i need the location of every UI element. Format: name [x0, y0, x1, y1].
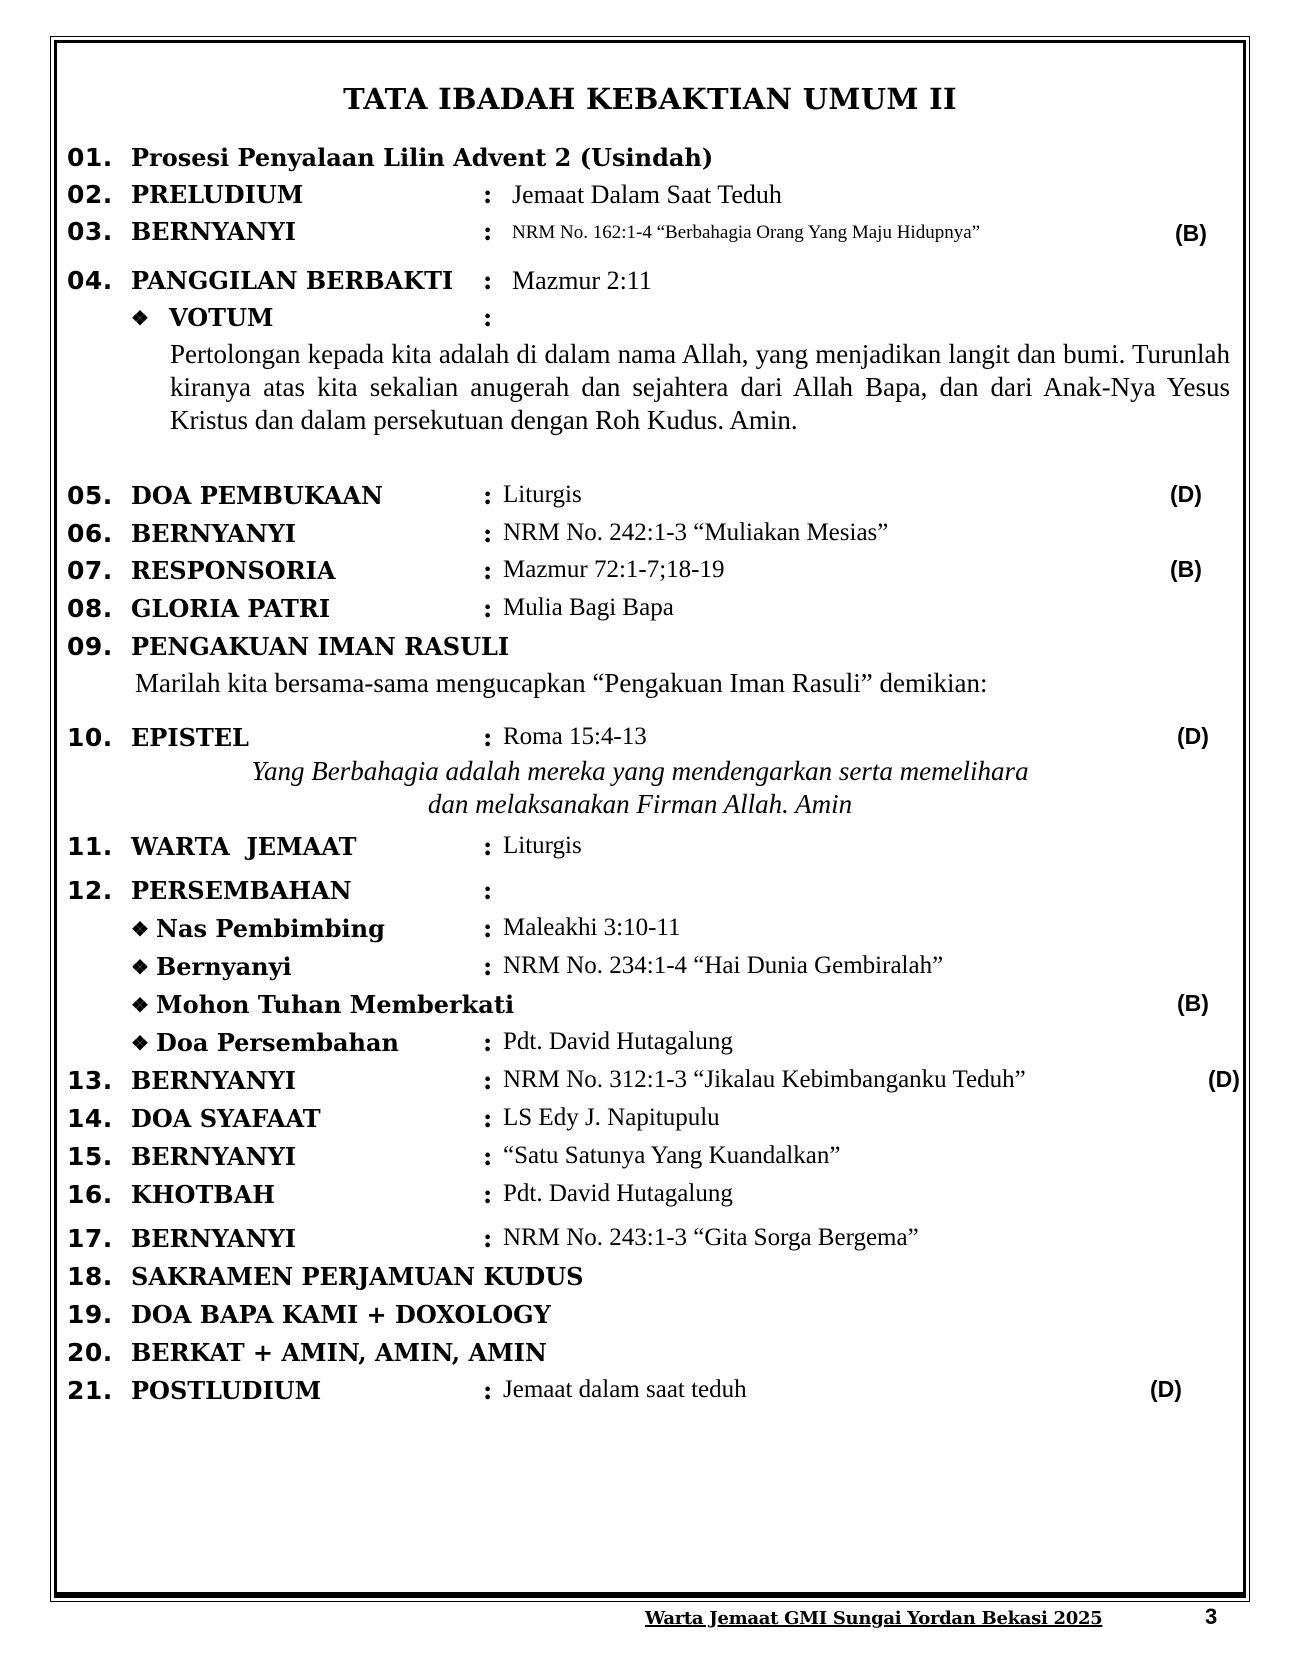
item-label: DOA BAPA KAMI + DOXOLOGY [131, 1300, 551, 1329]
offering-subitem [0, 990, 1300, 1026]
item-number: 02. [67, 180, 113, 209]
role-mark: (B) [1175, 220, 1207, 246]
item-value: “Satu Satunya Yang Kuandalkan” [503, 1142, 841, 1169]
item-number: 07. [67, 556, 113, 585]
item-colon: : [483, 180, 493, 209]
item-colon: : [483, 594, 493, 623]
diamond-bullet-icon: ❖ [131, 306, 149, 330]
liturgy-item-21 [0, 1376, 1300, 1412]
role-mark: (D) [1150, 1376, 1182, 1402]
subitem-value: Pdt. David Hutagalung [503, 1028, 733, 1055]
subitem-value: Maleakhi 3:10-11 [503, 914, 681, 941]
item-number: 20. [67, 1338, 113, 1367]
item-colon: : [483, 1376, 493, 1405]
item-value: NRM No. 242:1-3 “Muliakan Mesias” [503, 519, 889, 546]
item-colon: : [483, 1224, 493, 1253]
item-number: 17. [67, 1224, 113, 1253]
item-label: DOA PEMBUKAAN [131, 481, 383, 510]
item-value: Liturgis [503, 481, 582, 508]
item-label: KHOTBAH [131, 1180, 275, 1209]
item-number: 12. [67, 876, 113, 905]
item-number: 18. [67, 1262, 113, 1291]
item-colon: : [483, 832, 493, 861]
item-number: 14. [67, 1104, 113, 1133]
liturgy-item-02 [0, 180, 1300, 216]
liturgy-item-10 [0, 723, 1300, 759]
subitem-colon: : [483, 1028, 493, 1057]
item-label: DOA SYAFAAT [131, 1104, 321, 1133]
item-number: 09. [67, 632, 113, 661]
item-number: 10. [67, 723, 113, 752]
item-colon: : [483, 1180, 493, 1209]
item-colon: : [483, 481, 493, 510]
item-label: BERKAT + AMIN, AMIN, AMIN [131, 1338, 547, 1367]
item-value: Liturgis [503, 832, 582, 859]
liturgy-item-15 [0, 1142, 1300, 1178]
votum-label: VOTUM [169, 303, 274, 332]
item-label: BERNYANYI [131, 1142, 296, 1171]
liturgy-item-18 [0, 1262, 1300, 1298]
item-number: 16. [67, 1180, 113, 1209]
offering-subitem [0, 914, 1300, 950]
item-label: PERSEMBAHAN [131, 876, 352, 905]
item-label: Prosesi Penyalaan Lilin Advent 2 (Usindah) [131, 143, 714, 172]
role-mark: (D) [1170, 481, 1202, 507]
liturgy-item-07 [0, 556, 1300, 592]
liturgy-item-05 [0, 481, 1300, 517]
item-label: RESPONSORIA [131, 556, 336, 585]
role-mark: (D) [1208, 1066, 1240, 1092]
votum-heading [0, 303, 1300, 339]
item-colon: : [483, 519, 493, 548]
subitem-label: Mohon Tuhan Memberkati [156, 990, 515, 1019]
item-number: 13. [67, 1066, 113, 1095]
item-number: 05. [67, 481, 113, 510]
liturgy-item-09 [0, 632, 1300, 668]
role-mark: (B) [1170, 556, 1202, 582]
item-number: 11. [67, 832, 113, 861]
subitem-value: NRM No. 234:1-4 “Hai Dunia Gembiralah” [503, 952, 944, 979]
item-colon: : [483, 1066, 493, 1095]
item-label: POSTLUDIUM [131, 1376, 322, 1405]
item-label: GLORIA PATRI [131, 594, 331, 623]
item-colon: : [483, 1142, 493, 1171]
item-colon: : [483, 1104, 493, 1133]
subitem-label: Nas Pembimbing [156, 914, 385, 943]
item-value: NRM No. 162:1-4 “Berbahagia Orang Yang Maju Hidupnya” [512, 222, 981, 243]
liturgy-item-12 [0, 876, 1300, 912]
item-value: LS Edy J. Napitupulu [503, 1104, 720, 1131]
votum-colon: : [483, 303, 493, 332]
epistel-response-line1: Yang Berbahagia adalah mereka yang mendengarkan serta memelihara [251, 756, 1029, 786]
item-number: 06. [67, 519, 113, 548]
item-label: BERNYANYI [131, 1066, 296, 1095]
item-value: Roma 15:4-13 [503, 723, 647, 750]
item-label: WARTA JEMAAT [131, 832, 357, 861]
item-value: Mazmur 2:11 [512, 266, 652, 295]
page-title: TATA IBADAH KEBAKTIAN UMUM II [343, 82, 957, 116]
subitem-label: Doa Persembahan [156, 1028, 399, 1057]
item-value: Mazmur 72:1-7;18-19 [503, 556, 725, 583]
subitem-colon: : [483, 914, 493, 943]
item-colon: : [483, 876, 493, 905]
item-colon: : [483, 217, 493, 246]
liturgy-item-17 [0, 1224, 1300, 1260]
liturgy-item-08 [0, 594, 1300, 630]
creed-intro: Marilah kita bersama-sama mengucapkan “Pengakuan Iman Rasuli” demikian: [135, 668, 988, 698]
item-colon: : [483, 266, 493, 295]
item-label: BERNYANYI [131, 217, 296, 246]
item-number: 04. [67, 266, 113, 295]
role-mark: (B) [1177, 990, 1209, 1016]
item-label: SAKRAMEN PERJAMUAN KUDUS [131, 1262, 584, 1291]
liturgy-item-06 [0, 519, 1300, 555]
diamond-bullet-icon: ❖ [131, 1031, 149, 1055]
item-label: PANGGILAN BERBAKTI [131, 266, 454, 295]
item-value: Jemaat dalam saat teduh [503, 1376, 747, 1403]
liturgy-item-20 [0, 1338, 1300, 1374]
liturgy-item-03 [0, 217, 1300, 253]
item-value: NRM No. 243:1-3 “Gita Sorga Bergema” [503, 1224, 919, 1251]
item-label: BERNYANYI [131, 519, 296, 548]
item-number: 03. [67, 217, 113, 246]
offering-subitem [0, 1028, 1300, 1064]
item-value: Mulia Bagi Bapa [503, 594, 674, 621]
liturgy-item-16 [0, 1180, 1300, 1216]
liturgy-item-13 [0, 1066, 1300, 1102]
item-label: EPISTEL [131, 723, 249, 752]
offering-subitem [0, 952, 1300, 988]
item-value: Pdt. David Hutagalung [503, 1180, 733, 1207]
liturgy-item-14 [0, 1104, 1300, 1140]
item-label: PENGAKUAN IMAN RASULI [131, 632, 510, 661]
role-mark: (D) [1177, 723, 1209, 749]
item-value: NRM No. 312:1-3 “Jikalau Kebimbanganku Teduh” [503, 1066, 1026, 1093]
item-colon: : [483, 556, 493, 585]
votum-text: Pertolongan kepada kita adalah di dalam nama Allah, yang menjadikan langit dan bumi. Turunlah kiranya atas kita sekalian anugerah dan sejahtera dari Allah Bapa, dan dari Anak-Nya Yesus Kristus dan dalam persekutuan dengan Roh Kudus. Amin. [170, 339, 1230, 435]
liturgy-item-04 [0, 266, 1300, 302]
item-number: 08. [67, 594, 113, 623]
epistel-response-line2: dan melaksanakan Firman Allah. Amin [427, 789, 853, 819]
footer-publication: Warta Jemaat GMI Sungai Yordan Bekasi 2025 [645, 1608, 1103, 1629]
item-number: 19. [67, 1300, 113, 1329]
subitem-label: Bernyanyi [156, 952, 292, 981]
item-label: PRELUDIUM [131, 180, 304, 209]
subitem-colon: : [483, 952, 493, 981]
diamond-bullet-icon: ❖ [131, 917, 149, 941]
item-number: 21. [67, 1376, 113, 1405]
item-number: 15. [67, 1142, 113, 1171]
liturgy-item-19 [0, 1300, 1300, 1336]
item-number: 01. [67, 143, 113, 172]
item-label: BERNYANYI [131, 1224, 296, 1253]
diamond-bullet-icon: ❖ [131, 993, 149, 1017]
page-number: 3 [1205, 1604, 1218, 1629]
liturgy-item-11 [0, 832, 1300, 868]
item-value: Jemaat Dalam Saat Teduh [512, 180, 782, 209]
liturgy-item-01 [0, 143, 1300, 179]
diamond-bullet-icon: ❖ [131, 955, 149, 979]
item-colon: : [483, 723, 493, 752]
